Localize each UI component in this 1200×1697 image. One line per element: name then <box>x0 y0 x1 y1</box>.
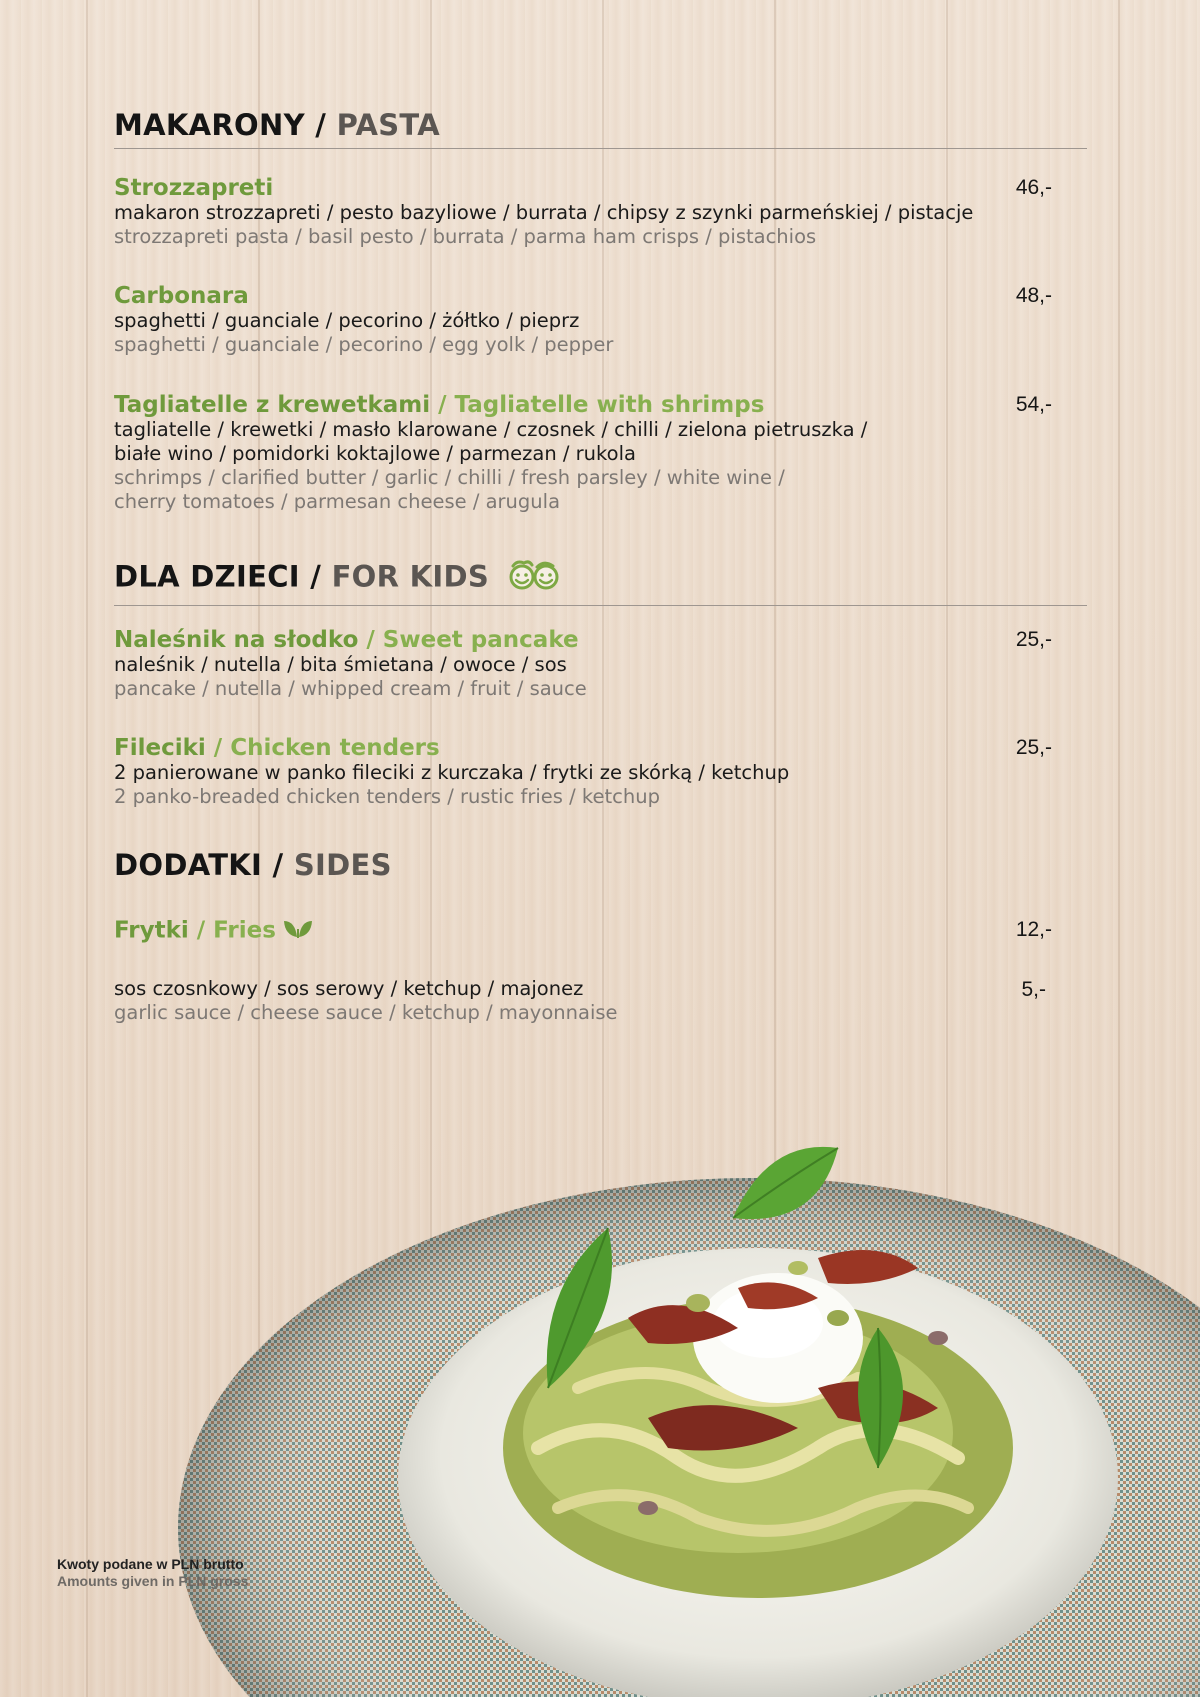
price-note <box>57 1556 248 1590</box>
kids-faces-icon <box>507 558 561 599</box>
menu-item-fries <box>114 917 1074 945</box>
menu-item-tagliatelle <box>114 392 1074 514</box>
section-title-en: SIDES <box>293 848 392 882</box>
item-desc-pl: spaghetti / guanciale / pecorino / żółtko / pieprz <box>114 309 580 332</box>
section-heading-kids <box>114 558 1087 606</box>
item-title <box>114 175 1074 201</box>
price-note-pl: Kwoty podane w PLN brutto <box>57 1556 244 1572</box>
item-desc-pl: 2 panierowane w panko fileciki z kurczaka / frytki ze skórką / ketchup <box>114 761 790 784</box>
vegan-leaf-icon <box>282 917 314 945</box>
item-desc-pl: sos czosnkowy / sos serowy / ketchup / majonez <box>114 977 584 1000</box>
item-desc-pl: naleśnik / nutella / bita śmietana / owoce / sos <box>114 653 567 676</box>
section-separator: / <box>299 559 332 594</box>
menu-item-strozzapreti <box>114 175 1074 249</box>
menu-item-chicken-tenders <box>114 735 1074 809</box>
item-price: 25,- <box>1015 628 1052 651</box>
item-price: 46,- <box>1015 176 1052 199</box>
item-name-pl: Tagliatelle z krewetkami <box>114 392 431 418</box>
item-desc-pl: tagliatelle / krewetki / masło klarowane / czosnek / chilli / zielona pietruszka / <box>114 418 868 441</box>
item-desc-en: 2 panko-breaded chicken tenders / rustic fries / ketchup <box>114 785 660 808</box>
item-title: Naleśnik na słodko / Sweet pancake <box>114 627 579 653</box>
menu-item-sauces <box>114 977 1074 1025</box>
item-desc-pl: makaron strozzapreti / pesto bazyliowe / burrata / chipsy z szynki parmeńskiej / pistacje <box>114 201 974 224</box>
item-name-en: Tagliatelle with shrimps <box>454 392 765 418</box>
item-name-en: Chicken tenders <box>230 735 440 761</box>
item-title: Fileciki / Chicken tenders <box>114 735 440 761</box>
section-title-pl: MAKARONY <box>114 108 305 142</box>
item-name-pl: Naleśnik na słodko <box>114 627 359 653</box>
item-desc-en: pancake / nutella / whipped cream / fruit / sauce <box>114 677 587 700</box>
section-heading-sides <box>114 848 1087 888</box>
item-desc-en: strozzapreti pasta / basil pesto / burrata / parma ham crisps / pistachios <box>114 225 817 248</box>
section-title-pl: DODATKI <box>114 848 263 882</box>
section-separator: / <box>304 108 337 142</box>
item-title: Frytki / Fries <box>114 917 1074 945</box>
section-heading-pasta <box>114 108 1087 149</box>
item-desc-en: garlic sauce / cheese sauce / ketchup / mayonnaise <box>114 1001 618 1024</box>
menu-item-pancake <box>114 627 1074 701</box>
section-separator: / <box>262 848 294 882</box>
item-price: 54,- <box>1015 393 1052 416</box>
item-name-pl: Frytki <box>114 917 189 944</box>
menu-item-carbonara <box>114 283 1074 357</box>
item-desc-pl: białe wino / pomidorki koktajlowe / parmezan / rukola <box>114 442 636 465</box>
item-price: 5,- <box>1021 978 1046 1001</box>
item-desc-en: spaghetti / guanciale / pecorino / egg yolk / pepper <box>114 333 614 356</box>
item-desc-en: schrimps / clarified butter / garlic / chilli / fresh parsley / white wine / <box>114 466 785 489</box>
item-name-pl: Carbonara <box>114 283 249 309</box>
section-title-pl: DLA DZIECI <box>114 559 300 594</box>
item-price: 25,- <box>1015 736 1052 759</box>
item-price: 48,- <box>1015 284 1052 307</box>
section-title-en: FOR KIDS <box>331 559 490 594</box>
item-name-pl: Fileciki <box>114 735 206 761</box>
item-title: Tagliatelle z krewetkami / Tagliatelle with shrimps <box>114 392 765 418</box>
item-name-pl: Strozzapreti <box>114 175 274 201</box>
item-desc-en: cherry tomatoes / parmesan cheese / arugula <box>114 490 561 513</box>
section-title-en: PASTA <box>336 108 440 142</box>
item-name-en: Fries <box>213 917 276 944</box>
price-note-en: Amounts given in PLN gross <box>57 1573 249 1589</box>
item-name-en: Sweet pancake <box>382 627 579 653</box>
item-price: 12,- <box>1015 918 1052 941</box>
item-title <box>114 283 1074 309</box>
pasta-dish-photo <box>178 1088 1200 1697</box>
